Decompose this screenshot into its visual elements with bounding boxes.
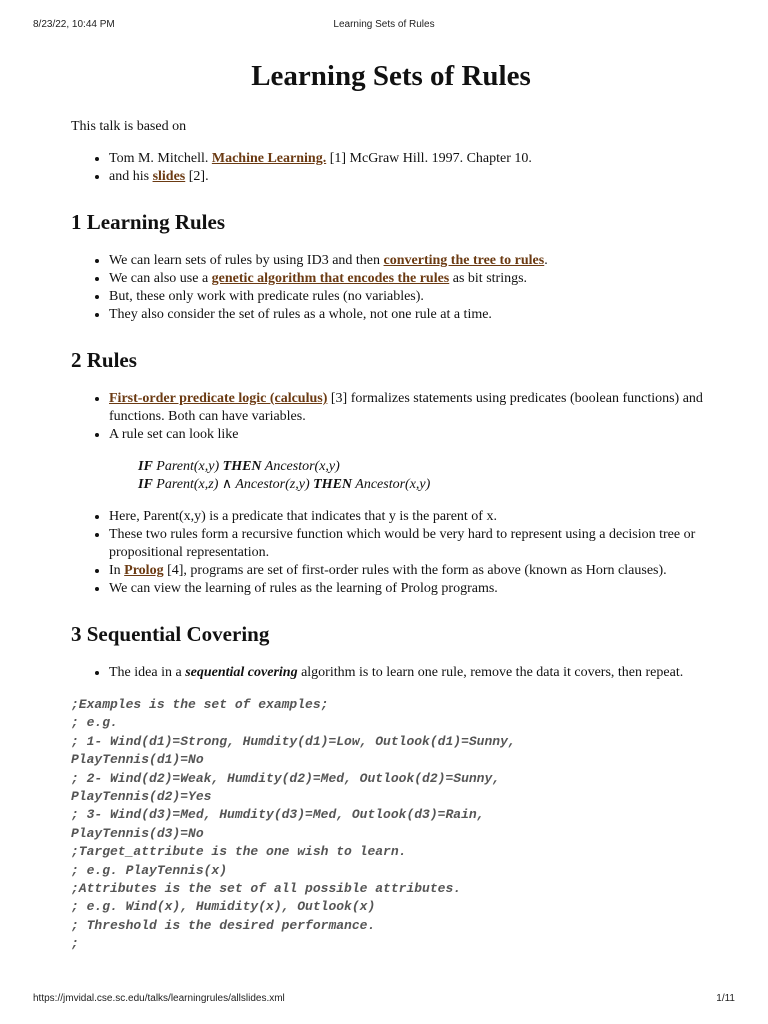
- list-item: • Tom M. Mitchell. Machine Learning. [1] McGraw Hill. 1997. Chapter 10.: [109, 150, 711, 168]
- code-line: ;Examples is the set of examples;: [71, 697, 329, 712]
- list-item: • We can view the learning of rules as the learning of Prolog programs.: [109, 580, 711, 598]
- rule-line: IF Parent(x,y) THEN Ancestor(x,y): [138, 459, 340, 474]
- page-title: Learning Sets of Rules: [251, 60, 531, 92]
- section-heading: 2 Rules: [71, 348, 137, 372]
- print-title: Learning Sets of Rules: [333, 19, 435, 30]
- code-line: ;Attributes is the set of all possible attributes.: [71, 881, 462, 897]
- list-item: • Here, Parent(x,y) is a predicate that indicates that y is the parent of x.: [109, 508, 711, 526]
- converting-tree-link[interactable]: converting the tree to rules: [383, 253, 545, 268]
- print-datetime: 8/23/22, 10:44 PM: [33, 19, 115, 30]
- rule-set: [138, 458, 711, 494]
- code-block: [71, 696, 711, 954]
- prolog-link[interactable]: Prolog: [124, 563, 164, 578]
- code-line: PlayTennis(d3)=No: [71, 825, 204, 841]
- bullet-list: [71, 664, 711, 682]
- code-line: ;: [71, 936, 79, 952]
- machine-learning-link[interactable]: Machine Learning.: [211, 151, 327, 166]
- bullet-list: [71, 252, 711, 324]
- section-heading: 3 Sequential Covering: [71, 622, 270, 646]
- reference-list: [71, 150, 711, 186]
- emphasis-text: sequential covering: [185, 665, 298, 680]
- predicate-logic-link[interactable]: First-order predicate logic (calculus): [109, 391, 328, 406]
- slides-link[interactable]: slides: [152, 169, 186, 184]
- print-footer: [0, 993, 768, 1007]
- list-item: • In Prolog [4], programs are set of first-order rules with the form as above (known as Horn clauses).: [109, 562, 711, 580]
- code-line: ; e.g. PlayTennis(x): [71, 862, 228, 878]
- list-item: • and his slides [2].: [109, 168, 711, 186]
- code-line: PlayTennis(d2)=Yes: [71, 789, 212, 805]
- print-url: https://jmvidal.cse.sc.edu/talks/learningrules/allslides.xml: [33, 993, 285, 1004]
- rule-line: IF Parent(x,z) ∧ Ancestor(z,y) THEN Ancestor(x,y): [138, 477, 431, 492]
- document-body: [71, 56, 711, 954]
- section-heading: 1 Learning Rules: [71, 210, 226, 234]
- code-line: PlayTennis(d1)=No: [71, 752, 204, 768]
- genetic-algorithm-link[interactable]: genetic algorithm that encodes the rules: [211, 271, 450, 286]
- code-line: ; e.g. Wind(x), Humidity(x), Outlook(x): [71, 899, 376, 915]
- bullet-list: [71, 390, 711, 444]
- page-number: 1/11: [716, 993, 735, 1004]
- intro-text: This talk is based on: [71, 119, 187, 134]
- list-item: • They also consider the set of rules as a whole, not one rule at a time.: [109, 306, 711, 324]
- list-item: • We can also use a genetic algorithm that encodes the rules as bit strings.: [109, 270, 711, 288]
- code-line: ; 1- Wind(d1)=Strong, Humdity(d1)=Low, Outlook(d1)=Sunny,: [71, 733, 516, 749]
- code-line: ; 3- Wind(d3)=Med, Humdity(d3)=Med, Outlook(d3)=Rain,: [71, 807, 485, 823]
- print-header: [0, 19, 768, 33]
- list-item: • But, these only work with predicate rules (no variables).: [109, 288, 711, 306]
- code-line: ;Target_attribute is the one wish to learn.: [71, 844, 407, 860]
- list-item: • First-order predicate logic (calculus) [3] formalizes statements using predicates (boolean functions) and functions. Both can have variables.: [109, 390, 711, 426]
- list-item: • A rule set can look like: [109, 426, 711, 444]
- code-line: ; e.g.: [71, 715, 118, 731]
- bullet-list: [71, 508, 711, 598]
- list-item: • We can learn sets of rules by using ID3 and then converting the tree to rules.: [109, 252, 711, 270]
- code-line: ; 2- Wind(d2)=Weak, Humdity(d2)=Med, Outlook(d2)=Sunny,: [71, 770, 501, 786]
- code-line: ; Threshold is the desired performance.: [71, 917, 376, 933]
- list-item: • The idea in a sequential covering algorithm is to learn one rule, remove the data it covers, then repeat.: [109, 664, 711, 682]
- list-item: • These two rules form a recursive function which would be very hard to represent using a decision tree or propositional representation.: [109, 526, 711, 562]
